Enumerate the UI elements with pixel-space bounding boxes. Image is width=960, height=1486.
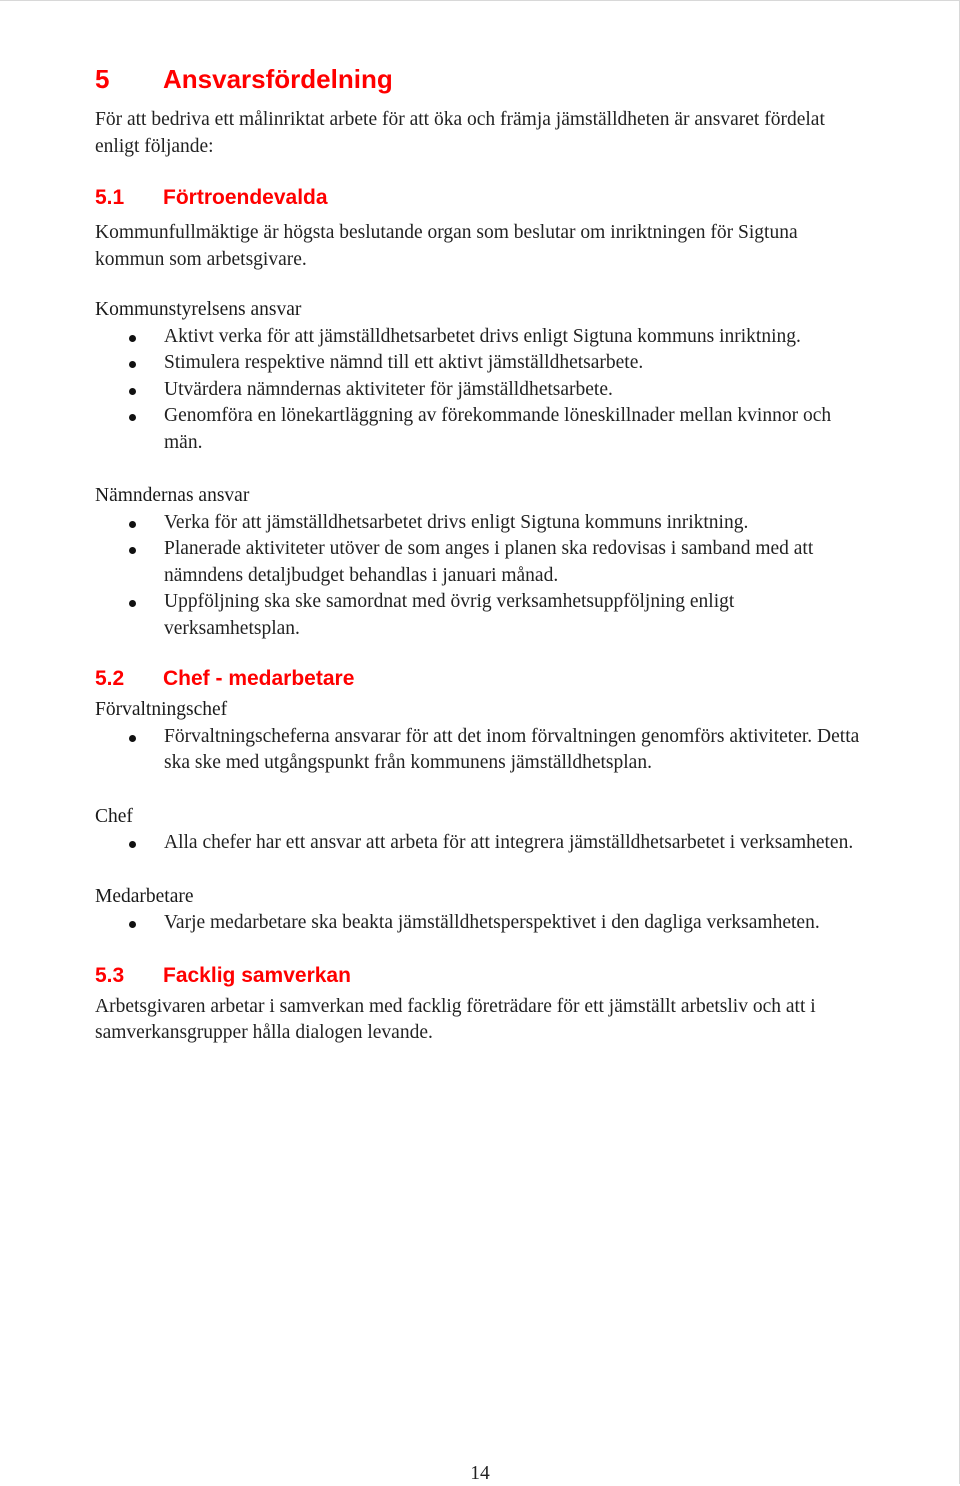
section-5-1-intro: Kommunfullmäktige är högsta beslutande organ som beslutar om inriktningen för Sigtuna kommun som arbetsgivare.: [95, 222, 798, 270]
section-number: 5.3: [95, 963, 125, 987]
list-item: [95, 510, 865, 537]
subheading-chef: Chef: [95, 805, 133, 827]
section-title: Förtroendevalda: [163, 186, 328, 209]
bullet-list-namnderna: [95, 510, 865, 643]
list-item: [95, 536, 865, 589]
section-number: 5.1: [95, 186, 125, 209]
list-item-text: Alla chefer har ett ansvar att arbeta för att integrera jämställdhetsarbetet i verksamheten.: [164, 832, 854, 853]
section-title: Facklig samverkan: [163, 963, 351, 987]
bullet-icon: [129, 335, 136, 342]
subheading-namndernas-ansvar: Nämndernas ansvar: [95, 485, 250, 506]
list-item: [95, 724, 865, 777]
bullet-icon: [129, 600, 136, 607]
document-page: [95, 62, 865, 1047]
bullet-list-chef: [95, 830, 865, 857]
section-title: Chef - medarbetare: [163, 667, 355, 690]
list-item: [95, 589, 865, 642]
list-item-text: Genomföra en lönekartläggning av förekommande löneskillnader mellan kvinnor och män.: [164, 405, 832, 453]
section-number: 5: [95, 64, 110, 94]
bullet-icon: [129, 361, 136, 368]
bullet-list-kommunstyrelsen: [95, 324, 865, 457]
subheading-kommunstyrelsens-ansvar: Kommunstyrelsens ansvar: [95, 299, 302, 320]
list-item: [95, 403, 865, 456]
list-item: [95, 350, 865, 377]
section-title: Ansvarsfördelning: [163, 64, 393, 94]
section-5-heading: [95, 62, 865, 96]
section-5-1-heading: [95, 184, 865, 212]
list-item-text: Förvaltningscheferna ansvarar för att det inom förvaltningen genomförs aktiviteter. Detta ska ske med utgångspunkt från kommunens jämställdhetsplan.: [164, 725, 860, 773]
list-item-text: Utvärdera nämndernas aktiviteter för jämställdhetsarbete.: [164, 378, 613, 400]
subheading-medarbetare: Medarbetare: [95, 885, 194, 907]
list-item-text: Verka för att jämställdhetsarbetet drivs enligt Sigtuna kommuns inriktning.: [164, 511, 749, 533]
page-top-border: [0, 0, 960, 1]
section-5-3-intro: Arbetsgivaren arbetar i samverkan med facklig företrädare för ett jämställt arbetsliv och att i samverkansgrupper hålla dialogen levande.: [95, 995, 816, 1043]
section-number: 5.2: [95, 667, 125, 690]
section-5-3-heading: [95, 962, 865, 990]
section-5-2-heading: [95, 665, 865, 693]
list-item: [95, 830, 865, 857]
bullet-icon: [129, 841, 136, 848]
bullet-icon: [129, 414, 136, 421]
subheading-forvaltningschef: Förvaltningschef: [95, 699, 228, 720]
list-item-text: Uppföljning ska ske samordnat med övrig verksamhetsuppföljning enligt verksamhetsplan.: [164, 591, 735, 639]
list-item-text: Varje medarbetare ska beakta jämställdhetsperspektivet i den dagliga verksamheten.: [164, 912, 820, 933]
list-item: [95, 377, 865, 404]
bullet-icon: [129, 547, 136, 554]
list-item-text: Aktivt verka för att jämställdhetsarbetet drivs enligt Sigtuna kommuns inriktning.: [164, 325, 801, 347]
page-number: 14: [470, 1463, 490, 1484]
list-item-text: Stimulera respektive nämnd till ett aktivt jämställdhetsarbete.: [164, 352, 644, 373]
list-item-text: Planerade aktiviteter utöver de som anges i planen ska redovisas i samband med att nämndens detaljbudget behandlas i januari månad.: [164, 538, 814, 586]
bullet-list-medarbetare: [95, 910, 865, 937]
bullet-icon: [129, 921, 136, 928]
bullet-icon: [129, 735, 136, 742]
section-5-intro: För att bedriva ett målinriktat arbete för att öka och främja jämställdheten är ansvaret fördelat enligt följande:: [95, 109, 825, 157]
list-item: [95, 910, 865, 937]
list-item: [95, 324, 865, 351]
bullet-list-forvaltningschef: [95, 724, 865, 777]
bullet-icon: [129, 388, 136, 395]
bullet-icon: [129, 521, 136, 528]
